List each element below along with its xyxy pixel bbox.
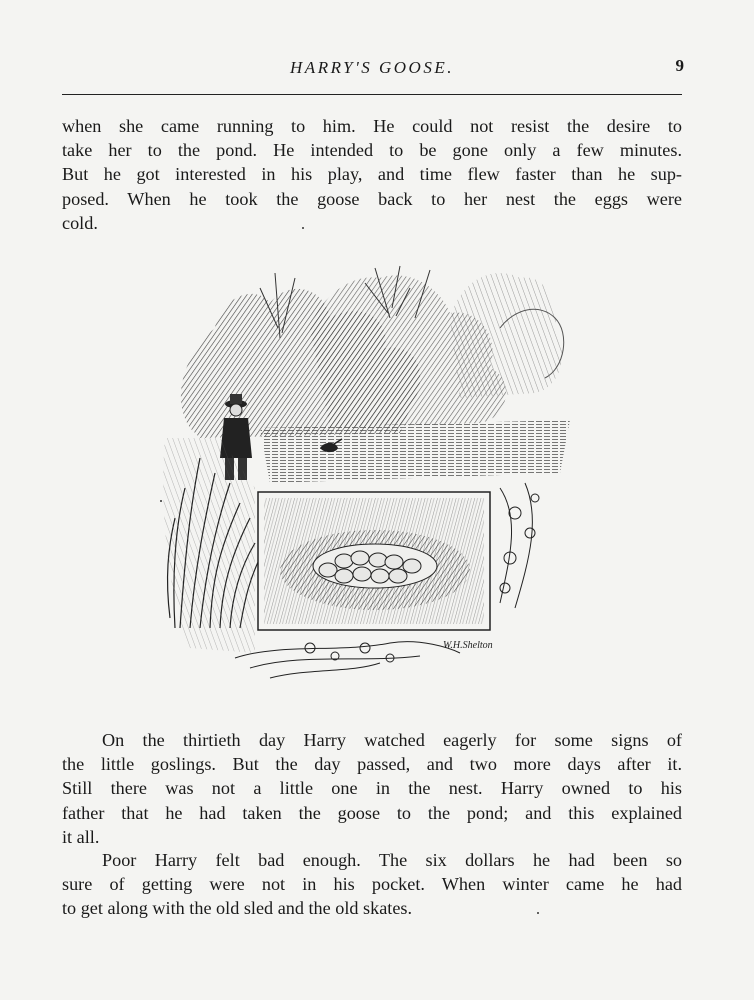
ink-speck [302, 227, 304, 229]
artist-signature: W.H.Shelton [443, 640, 493, 651]
text-line: But he got interested in his play, and time flew faster than he sup- [62, 164, 682, 185]
paragraph-1 [62, 114, 682, 235]
nest-inset [258, 492, 490, 630]
text-line: Poor Harry felt bad enough. The six dollars he had been so [102, 850, 682, 870]
page-number: 9 [675, 56, 684, 75]
text-line: when she came running to him. He could not resist the desire to [62, 116, 682, 136]
text-line: posed. When he took the goose back to her nest the eggs were [62, 188, 682, 209]
nest-engraving [160, 258, 580, 698]
paragraph-3 [62, 848, 682, 921]
text-line: take her to the pond. He intended to be gone only a few minutes. [62, 140, 682, 161]
illustration-goose-nest [160, 258, 580, 698]
twigs-bottom [235, 642, 460, 678]
text-line: father that he had taken the goose to the pond; and this explained [62, 802, 682, 823]
running-head [62, 56, 682, 82]
text-line: Still there was not a little one in the nest. Harry owned to his [62, 778, 682, 799]
ink-speck [160, 500, 162, 502]
header-rule [62, 94, 682, 95]
paragraph-2 [62, 728, 682, 849]
text-line: it all. [62, 826, 100, 847]
flowers [500, 483, 539, 608]
text-line: the little goslings. But the day passed, and two more days after it. [62, 754, 682, 775]
pond [260, 420, 570, 483]
running-title: HARRY'S GOOSE. [290, 58, 454, 77]
ink-speck [537, 912, 539, 914]
text-line: sure of getting were not in his pocket. When winter came he had [62, 874, 682, 895]
text-line: cold. [62, 212, 98, 233]
text-line: On the thirtieth day Harry watched eagerly for some signs of [102, 730, 682, 750]
text-line: to get along with the old sled and the old skates. [62, 898, 413, 919]
